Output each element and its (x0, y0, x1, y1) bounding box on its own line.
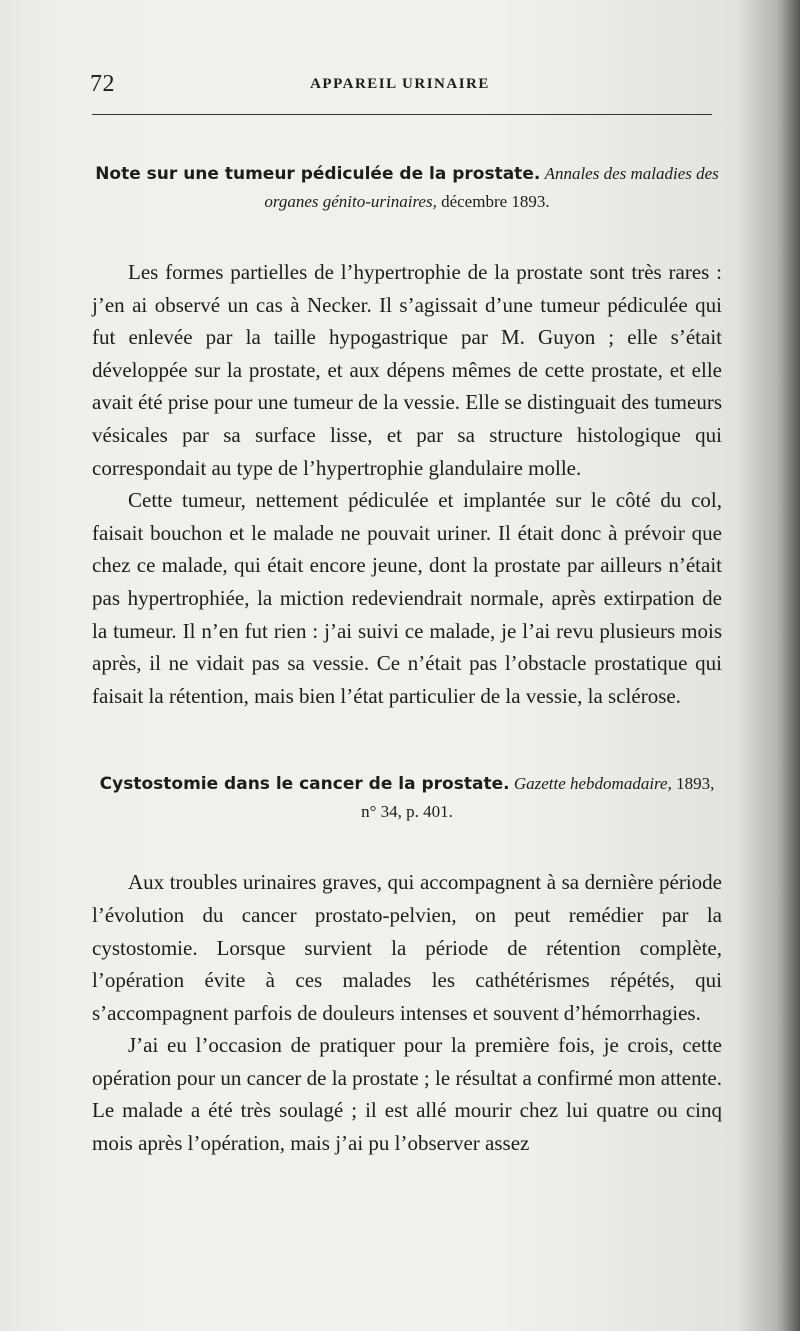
reference-date: 1893, n° 34, p. 401. (361, 774, 715, 822)
reference-journal: Gazette hebdomadaire, (513, 774, 672, 794)
running-title: APPAREIL URINAIRE (310, 76, 490, 92)
reference-heading (92, 770, 722, 826)
page-number: 72 (90, 71, 115, 97)
page-edge-shadow (778, 0, 800, 1331)
reference-title: Cystostomie dans le cancer de la prostate. (99, 774, 510, 795)
reference-heading (92, 160, 722, 216)
paragraph: Aux troubles urinaires graves, qui accompagnent à sa dernière période l’évolution du cancer prostato-pelvien, on peut remédier par la cystostomie. Lorsque survient la période de rétention complète, l’opération évite à ces malades les cathétérismes répétés, qui s’accompagnent parfois de douleurs intenses et souvent d’hémorrhagies. (92, 870, 722, 1025)
header-rule (92, 114, 712, 115)
running-head (90, 66, 710, 102)
paragraph: Les formes partielles de l’hypertrophie de la prostate sont très rares : j’en ai observé un cas à Necker. Il s’agissait d’une tumeur pédiculée qui fut enlevée par la taille hypogastrique par M. Guyon ; elle s’était développée sur la prostate, et aux dépens mêmes de cette prostate, et elle avait été prise pour une tumeur de la vessie. Elle se distinguait des tumeurs vésicales par sa surface lisse, et par sa structure histologique qui correspondait au type de l’hypertrophie glandulaire molle. (92, 260, 722, 480)
section-cystostomie (92, 770, 722, 1159)
reference-journal: Annales des maladies des organes génito-urinaires, (264, 164, 719, 211)
paragraph: Cette tumeur, nettement pédiculée et implantée sur le côté du col, faisait bouchon et le malade ne pouvait uriner. Il était donc à prévoir que chez ce malade, qui était encore jeune, dont la prostate par ailleurs n’était pas hypertrophiée, la miction redeviendrait normale, après extirpation de la tumeur. Il n’en fut rien : j’ai suivi ce malade, je l’ai revu plusieurs mois après, il ne vidait pas sa vessie. Ce n’était pas l’obstacle prostatique qui faisait la rétention, mais bien l’état particulier de la vessie, la sclérose. (92, 488, 722, 708)
section-tumeur-pediculee (92, 160, 722, 712)
page-content (92, 160, 722, 1160)
paragraph: J’ai eu l’occasion de pratiquer pour la première fois, je crois, cette opération pour un cancer de la prostate ; le résultat a confirmé mon attente. Le malade a été très soulagé ; il est allé mourir chez lui quatre ou cinq mois après l’opération, mais j’ai pu l’observer assez (92, 1033, 722, 1156)
reference-date: décembre 1893. (441, 192, 550, 211)
reference-title: Note sur une tumeur pédiculée de la prostate. (95, 164, 541, 184)
